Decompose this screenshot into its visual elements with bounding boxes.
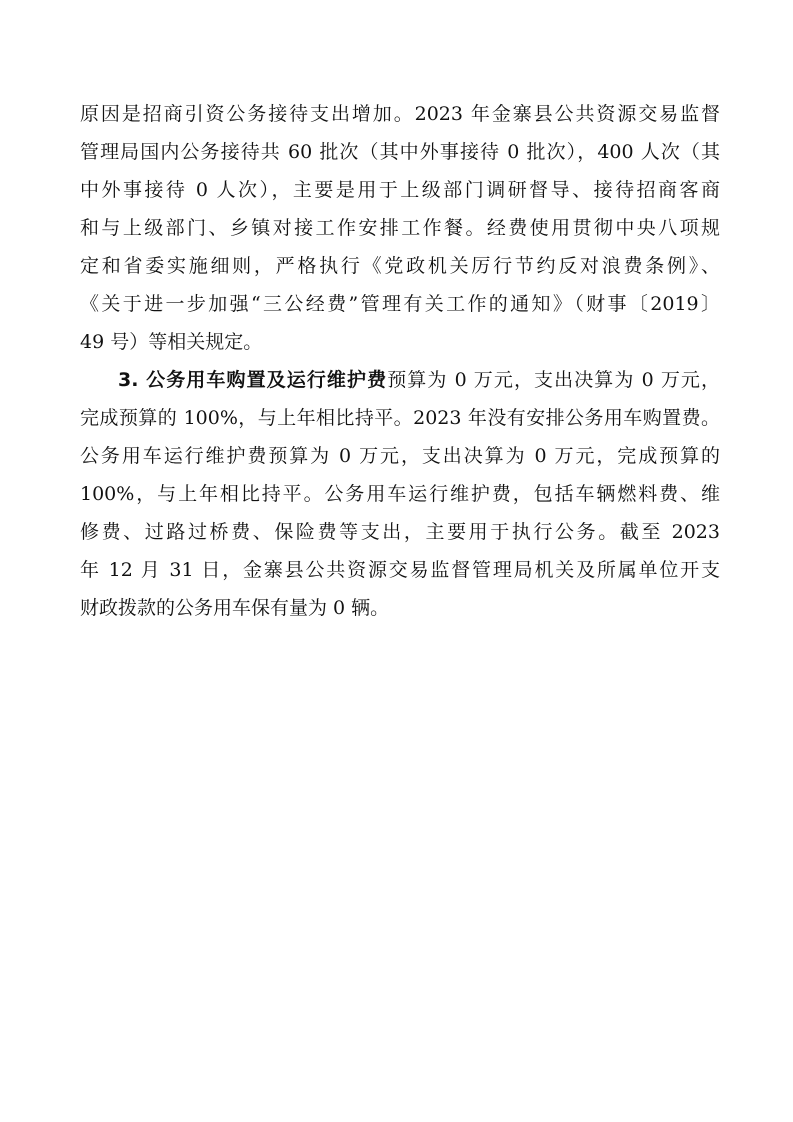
text-line: 管理局国内公务接待共 60 批次（其中外事接待 0 批次），400 人次（其 — [80, 141, 720, 163]
text-line: 完成预算的 100%，与上年相比持平。2023 年没有安排公务用车购置费。 — [80, 407, 720, 429]
text-line: 49 号）等相关规定。 — [80, 331, 263, 353]
heading-line-text: 预算为 0 万元，支出决算为 0 万元， — [387, 369, 720, 391]
text-line: 100%，与上年相比持平。公务用车运行维护费，包括车辆燃料费、维 — [80, 483, 720, 505]
text-line — [118, 367, 720, 393]
text-line: 原因是招商引资公务接待支出增加。2023 年金寨县公共资源交易监督 — [80, 103, 720, 125]
text-line: 修费、过路过桥费、保险费等支出，主要用于执行公务。截至 2023 — [80, 521, 720, 543]
text-line: 《关于进一步加强“三公经费”管理有关工作的通知》（财事〔2019〕 — [80, 293, 720, 315]
text-line: 财政拨款的公务用车保有量为 0 辆。 — [80, 597, 390, 619]
text-line: 年 12 月 31 日，金寨县公共资源交易监督管理局机关及所属单位开支 — [80, 559, 720, 581]
text-line: 中外事接待 0 人次），主要是用于上级部门调研督导、接待招商客商 — [80, 179, 720, 201]
section-heading: 3. 公务用车购置及运行维护费 — [118, 369, 388, 391]
text-line: 定和省委实施细则，严格执行《党政机关厉行节约反对浪费条例》、 — [80, 255, 720, 277]
text-line: 公务用车运行维护费预算为 0 万元，支出决算为 0 万元，完成预算的 — [80, 445, 720, 467]
text-line: 和与上级部门、乡镇对接工作安排工作餐。经费使用贯彻中央八项规 — [80, 217, 720, 239]
